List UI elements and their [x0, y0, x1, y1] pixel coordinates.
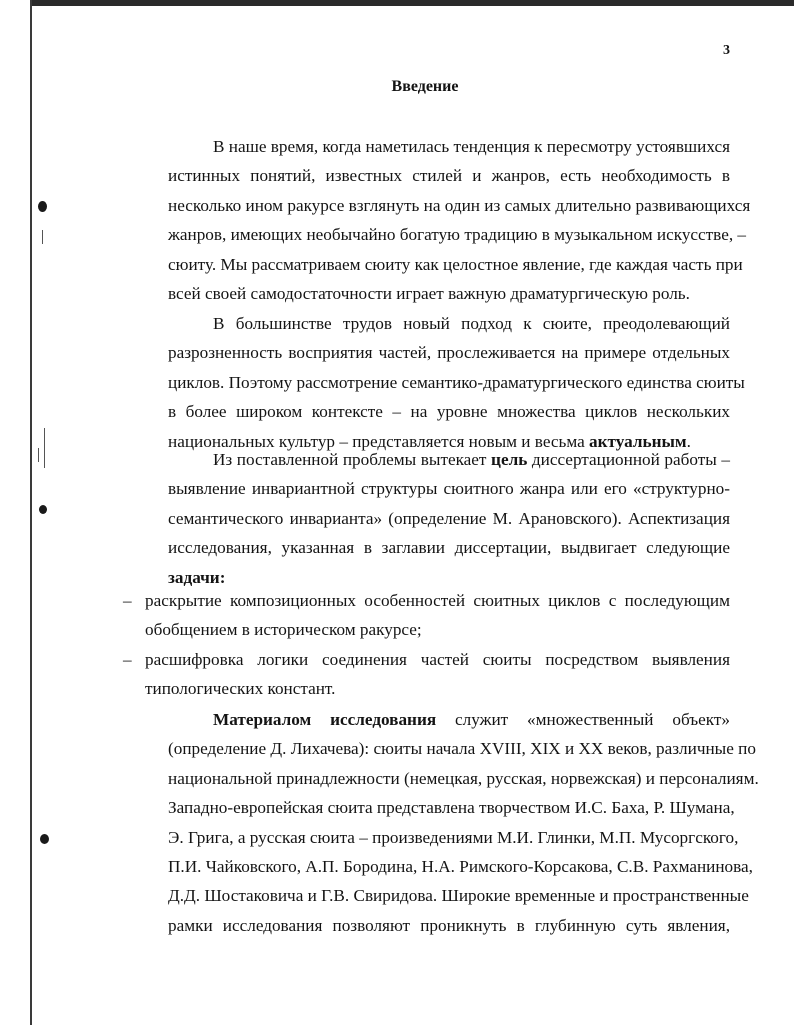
paragraph-relevance — [123, 309, 745, 456]
text-line: П.И. Чайковского, А.П. Бородина, Н.А. Римского-Корсакова, С.В. Рахманинова, — [168, 857, 753, 877]
text-line: обобщением в историческом ракурсе; — [145, 620, 422, 640]
list-item — [123, 645, 730, 704]
text-line: циклов. Поэтому рассмотрение семантико-драматургического единства сюиты — [168, 372, 745, 392]
text-line: семантического инварианта» (определение М. Арановского). Аспектизация — [168, 508, 730, 528]
text-line: типологических констант. — [145, 679, 336, 699]
scan-mark — [38, 448, 39, 462]
list-item — [123, 586, 730, 645]
emphasis-material: Материалом исследования — [213, 710, 437, 729]
list-dash: – — [123, 591, 132, 610]
text-line: В наше время, когда наметилась тенденция к пересмотру устоявшихся — [213, 137, 730, 156]
paragraph-goal — [123, 445, 730, 592]
text-line: разрозненность восприятия частей, прослеживается на примере отдельных — [168, 343, 730, 363]
scan-top-edge — [30, 0, 794, 6]
emphasis-goal: цель — [491, 450, 528, 469]
text-line: рамки исследования позволяют проникнуть в глубинную суть явления, — [168, 915, 730, 935]
paragraph-material — [123, 705, 759, 940]
text-line: В большинстве трудов новый подход к сюите, преодолевающий — [213, 314, 730, 333]
text-line: в более широком контексте – на уровне множества циклов нескольких — [168, 402, 730, 422]
text-line: Западно-европейская сюита представлена творчеством И.С. Баха, Р. Шумана, — [168, 798, 735, 818]
page-title: Введение — [391, 78, 459, 95]
text-line: Д.Д. Шостаковича и Г.В. Свиридова. Широкие временные и пространственные — [168, 886, 749, 906]
task-list — [123, 586, 730, 704]
text-line: национальной принадлежности (немецкая, русская, норвежская) и персоналиям. — [168, 768, 759, 788]
scan-mark — [44, 428, 45, 468]
scan-mark — [42, 230, 43, 244]
text-line: (определение Д. Лихачева): сюиты начала XVIII, XIX и XX веков, различные по — [168, 739, 756, 759]
scan-speck — [38, 201, 47, 212]
text-line: раскрытие композиционных особенностей сюитных циклов с последующим — [145, 591, 730, 610]
text-line: Материалом исследования служит «множественный объект» — [213, 710, 731, 729]
text-line: всей своей самодостаточности играет важную драматургическую роль. — [168, 284, 690, 304]
text-line: расшифровка логики соединения частей сюиты посредством выявления — [145, 649, 730, 669]
emphasis-relevant: актуальным — [589, 431, 687, 451]
text-line: несколько ином ракурсе взглянуть на один из самых длительно развивающихся — [168, 195, 751, 215]
text-line: выявление инвариантной структуры сюитного жанра или его «структурно- — [168, 479, 730, 499]
scan-speck — [40, 834, 49, 844]
scan-speck — [39, 505, 47, 514]
text-line: истинных понятий, известных стилей и жанров, есть необходимость в — [168, 166, 730, 186]
text-line: исследования, указанная в заглавии диссертации, выдвигает следующие — [168, 538, 730, 558]
scan-left-edge — [30, 0, 32, 1025]
paragraph-intro — [123, 132, 751, 308]
page-number: 3 — [723, 43, 730, 58]
text-line: жанров, имеющих необычайно богатую традицию в музыкальном искусстве, – — [168, 225, 747, 245]
list-dash: – — [123, 649, 132, 669]
text-line: Из поставленной проблемы вытекает цель диссертационной работы – — [213, 450, 731, 469]
text-line: Э. Грига, а русская сюита – произведениями М.И. Глинки, М.П. Мусоргского, — [168, 827, 739, 847]
emphasis-tasks: задачи: — [168, 567, 226, 587]
text-line: сюиту. Мы рассматриваем сюиту как целостное явление, где каждая часть при — [168, 254, 743, 274]
text-line: национальных культур – представляется новым и весьма актуальным. — [168, 431, 691, 451]
